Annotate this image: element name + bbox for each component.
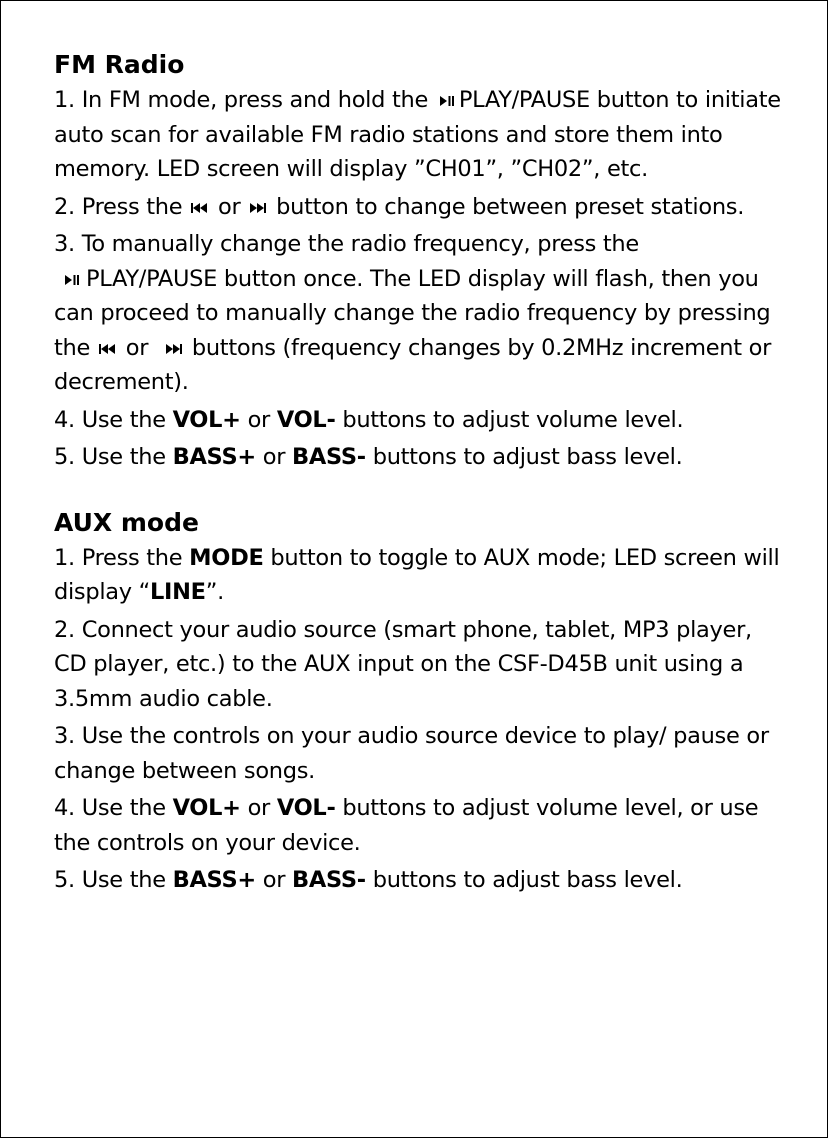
bass-down-label: BASS- bbox=[292, 867, 366, 893]
mode-label: MODE bbox=[189, 544, 264, 571]
aux-step-4 bbox=[54, 791, 787, 860]
next-track-icon bbox=[163, 342, 185, 356]
aux-step-1-mid: button to toggle to AUX mode; LED screen will display “ bbox=[54, 544, 780, 605]
aux-step-1-suffix: ”. bbox=[205, 579, 224, 605]
aux-step-3: 3. Use the controls on your audio source device to play/ pause or change between songs. bbox=[54, 723, 769, 784]
bass-down-label: BASS- bbox=[292, 444, 366, 470]
previous-track-icon bbox=[189, 201, 211, 215]
fm-step-5 bbox=[54, 440, 787, 475]
fm-step-2 bbox=[54, 190, 787, 225]
fm-step-3-text-a: 3. To manually change the radio frequency, press the bbox=[54, 231, 639, 257]
fm-step-1-text-b: PLAY/PAUSE button to initiate auto scan for available FM radio stations and store them into memory. LED screen will display ”CH01”, ”CH02”, etc. bbox=[54, 87, 781, 182]
fm-step-1-text-a: 1. In FM mode, press and hold the bbox=[54, 87, 435, 113]
bass-up-label: BASS+ bbox=[172, 444, 256, 470]
fm-step-3-text-c: or bbox=[118, 334, 156, 361]
fm-step-1 bbox=[54, 83, 787, 187]
aux-step-1-prefix: 1. Press the bbox=[54, 544, 190, 571]
aux-step-4-prefix: 4. Use the bbox=[54, 795, 173, 821]
fm-step-5-suffix: buttons to adjust bass level. bbox=[365, 444, 683, 470]
vol-up-label: VOL+ bbox=[172, 795, 241, 821]
fm-radio-heading: FM Radio bbox=[54, 50, 185, 79]
aux-step-5 bbox=[54, 863, 787, 898]
play-pause-icon bbox=[435, 94, 459, 108]
fm-step-4-or: or bbox=[240, 406, 277, 433]
bass-up-label: BASS+ bbox=[172, 867, 256, 893]
fm-step-2-text-a: 2. Press the bbox=[54, 193, 190, 220]
fm-step-5-prefix: 5. Use the bbox=[54, 444, 173, 470]
vol-down-label: VOL- bbox=[276, 406, 336, 433]
line-label: LINE bbox=[150, 579, 206, 605]
aux-step-2: 2. Connect your audio source (smart phone, tablet, MP3 player, CD player, etc.) to the AUX input on the CSF-D45B unit using a 3.5mm audio cable. bbox=[54, 616, 752, 712]
fm-step-4-prefix: 4. Use the bbox=[54, 406, 173, 433]
aux-step-5-or: or bbox=[255, 867, 293, 893]
aux-step-5-suffix: buttons to adjust bass level. bbox=[365, 867, 683, 893]
aux-mode-section bbox=[54, 505, 787, 898]
vol-down-label: VOL- bbox=[276, 795, 336, 821]
vol-up-label: VOL+ bbox=[172, 406, 241, 433]
fm-step-4 bbox=[54, 403, 787, 438]
aux-step-5-prefix: 5. Use the bbox=[54, 867, 173, 893]
aux-step-4-suffix: buttons to adjust volume level, or use the controls on your device. bbox=[54, 795, 759, 856]
play-pause-icon bbox=[62, 273, 86, 287]
aux-step-4-or: or bbox=[240, 795, 277, 821]
fm-step-2-text-c: button to change between preset stations. bbox=[269, 193, 745, 220]
fm-step-3 bbox=[54, 227, 787, 400]
next-track-icon bbox=[247, 201, 269, 215]
previous-track-icon bbox=[97, 342, 119, 356]
fm-step-4-suffix: buttons to adjust volume level. bbox=[335, 406, 684, 433]
fm-step-3-text-d: buttons (frequency changes by 0.2MHz increment or decrement). bbox=[54, 334, 772, 395]
fm-step-3-text-b: PLAY/PAUSE button once. The LED display will flash, then you can proceed to manually change the radio frequency by pressing the bbox=[54, 265, 771, 361]
fm-step-2-text-b: or bbox=[211, 193, 248, 220]
fm-step-5-or: or bbox=[255, 444, 293, 470]
fm-radio-section bbox=[54, 47, 787, 475]
aux-step-1 bbox=[54, 541, 787, 610]
aux-mode-heading: AUX mode bbox=[54, 507, 199, 537]
